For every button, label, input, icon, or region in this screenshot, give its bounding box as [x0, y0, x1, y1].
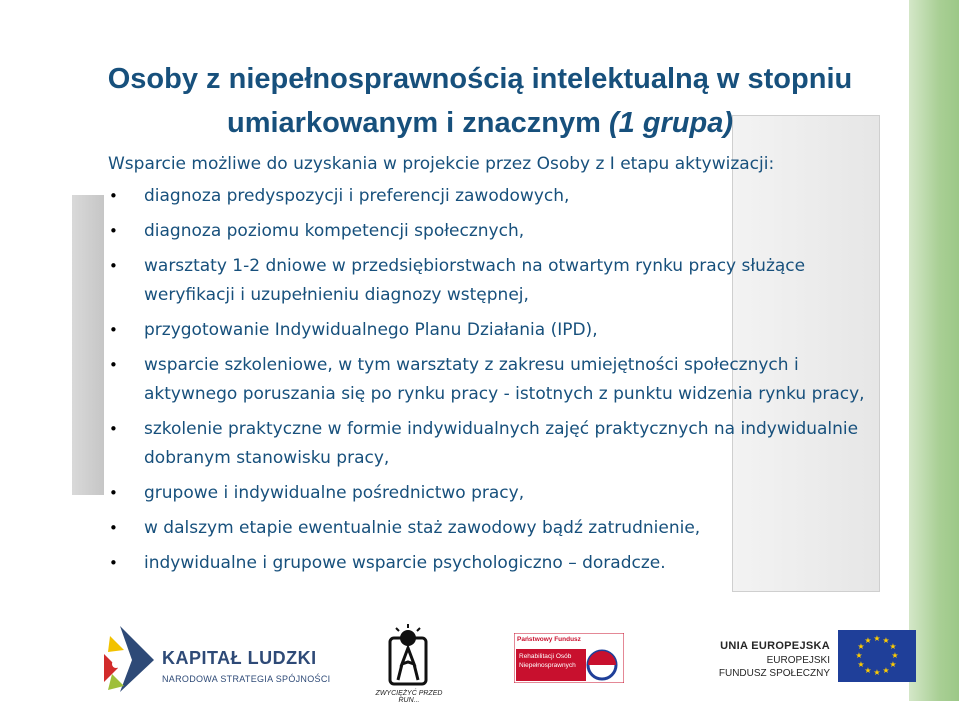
svg-text:★: ★ [855, 651, 863, 660]
list-item-text: grupowe i indywidualne pośrednictwo pracy, [144, 483, 525, 503]
kapital-ludzki-emblem-icon [100, 624, 160, 694]
eu-line3: FUNDUSZ SPOŁECZNY [718, 668, 830, 679]
list-item-text: szkolenie praktyczne w formie indywidualnych zajęć praktycznych na indywidualnie dobranym stanowisku pracy, [144, 419, 859, 468]
svg-text:★: ★ [873, 668, 881, 677]
kapital-ludzki-name: KAPITAŁ LUDZKI [162, 648, 317, 668]
eu-line1: UNIA EUROPEJSKA [720, 640, 830, 652]
svg-text:★: ★ [857, 660, 865, 669]
list-item [108, 217, 888, 246]
bullet-icon: • [109, 187, 118, 205]
svg-text:★: ★ [864, 636, 872, 645]
organization-caption: ZWYCIĘŻYĆ PRZED RUN... [375, 690, 443, 704]
bullet-icon: • [109, 484, 118, 502]
list-item-text: w dalszym etapie ewentualnie staż zawodowy bądź zatrudnienie, [144, 518, 701, 538]
green-decorative-strip [909, 0, 959, 701]
list-item-text: przygotowanie Indywidualnego Planu Działania (IPD), [144, 320, 598, 340]
bullet-icon: • [109, 356, 118, 374]
bullet-icon: • [109, 321, 118, 339]
svg-text:★: ★ [891, 651, 899, 660]
intro-text: Wsparcie możliwe do uzyskania w projekcie przez Osoby z I etapu aktywizacji: [108, 154, 775, 174]
pfron-line3: Niepełnosprawnych [519, 662, 576, 669]
list-item [108, 252, 888, 310]
title-line-2: umiarkowanym i znacznym [226, 107, 609, 140]
footer-logos [0, 610, 959, 704]
kapital-ludzki-subtitle: NARODOWA STRATEGIA SPÓJNOŚCI [162, 674, 331, 684]
svg-text:★: ★ [889, 660, 897, 669]
list-item [108, 351, 888, 409]
svg-text:★: ★ [889, 642, 897, 651]
eu-text-logo [655, 636, 830, 682]
svg-text:★: ★ [882, 636, 890, 645]
svg-text:★: ★ [857, 642, 865, 651]
svg-text:★: ★ [873, 634, 881, 643]
bullet-icon: • [109, 554, 118, 572]
title-line-1: Osoby z niepełnosprawnością intelektualną w stopniu [107, 63, 853, 96]
bullet-icon: • [109, 257, 118, 275]
list-item [108, 514, 888, 543]
bullet-icon: • [109, 222, 118, 240]
sun-figure-icon [380, 624, 436, 688]
list-item [108, 479, 888, 508]
organization-logo [375, 624, 443, 704]
gray-decorative-bar [72, 195, 104, 495]
list-item [108, 182, 888, 211]
bullet-icon: • [109, 420, 118, 438]
list-item-text: diagnoza predyspozycji i preferencji zawodowych, [144, 186, 570, 206]
list-item [108, 415, 888, 473]
pfron-line1: Państwowy Fundusz [517, 636, 581, 643]
eu-flag-icon [838, 630, 916, 682]
list-item-text: diagnoza poziomu kompetencji społecznych, [144, 221, 525, 241]
eu-line2: EUROPEJSKI [766, 655, 830, 666]
list-item [108, 316, 888, 345]
slide-content [108, 150, 888, 584]
svg-text:★: ★ [882, 666, 890, 675]
bullet-icon: • [109, 519, 118, 537]
support-list [108, 182, 888, 578]
slide-title [70, 57, 890, 145]
pfron-logo [514, 633, 624, 683]
svg-text:★: ★ [864, 666, 872, 675]
title-group-label: (1 grupa) [608, 107, 734, 140]
pfron-line2: Rehabilitacji Osób [519, 653, 572, 660]
kapital-ludzki-logo [100, 624, 340, 694]
list-item-text: warsztaty 1-2 dniowe w przedsiębiorstwach na otwartym rynku pracy służące weryfikacji i uzupełnieniu diagnozy wstępnej, [144, 256, 806, 305]
list-item-text: wsparcie szkoleniowe, w tym warsztaty z zakresu umiejętności społecznych i aktywnego poruszania się po rynku pracy - istotnych z punktu widzenia rynku pracy, [144, 355, 865, 404]
list-item-text: indywidualne i grupowe wsparcie psychologiczno – doradcze. [144, 553, 666, 573]
list-item [108, 549, 888, 578]
